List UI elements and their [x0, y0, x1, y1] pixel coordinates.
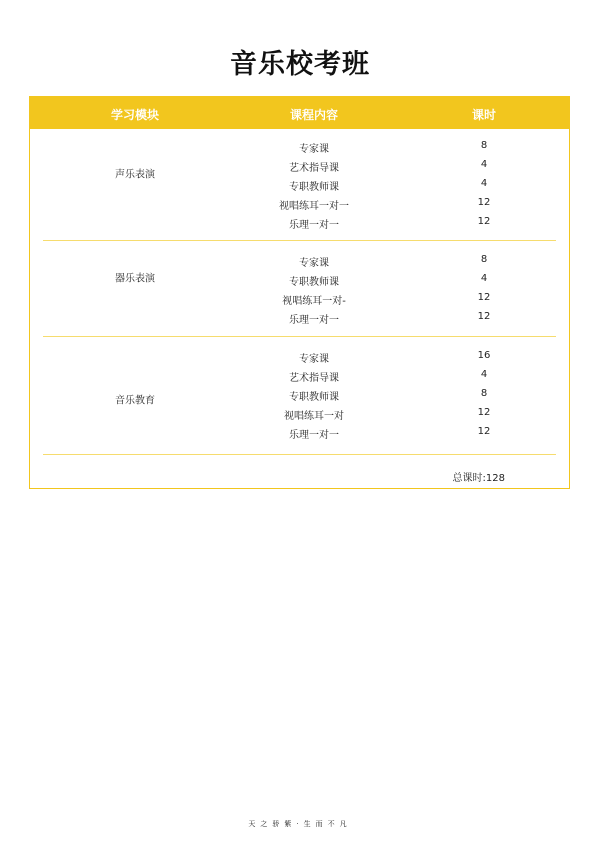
- header-hours: 课时: [471, 108, 497, 122]
- course-hours: 12: [477, 216, 491, 227]
- header-module: 学习模块: [110, 108, 160, 122]
- course-content: 专职教师课: [289, 182, 339, 193]
- course-content: 专家课: [299, 258, 329, 269]
- course-hours: 12: [477, 426, 491, 437]
- course-content: 艺术指导课: [289, 163, 339, 174]
- course-content: 乐理一对一: [289, 430, 339, 441]
- table-row: [30, 213, 569, 232]
- course-table: [29, 96, 570, 489]
- course-content: 艺术指导课: [289, 373, 339, 384]
- table-row: [30, 194, 569, 213]
- course-hours: 12: [477, 311, 491, 322]
- table-header: [30, 97, 569, 129]
- course-hours: 8: [480, 254, 488, 265]
- course-content: 视唱练耳一对一: [279, 201, 349, 212]
- table-row: [30, 385, 569, 404]
- course-content: 乐理一对一: [289, 315, 339, 326]
- course-hours: 8: [480, 140, 488, 151]
- table-group-vocal: [30, 129, 569, 241]
- row-divider: [43, 454, 556, 455]
- table-row: [30, 308, 569, 327]
- footer-slogan: 天之骄紫·生而不凡: [248, 820, 352, 828]
- course-hours: 8: [480, 388, 488, 399]
- table-row: [30, 137, 569, 156]
- table-row: [30, 423, 569, 442]
- table-row: [30, 156, 569, 175]
- course-content: 乐理一对一: [289, 220, 339, 231]
- module-label: 器乐表演: [115, 273, 155, 285]
- course-hours: 4: [480, 178, 488, 189]
- course-content: 专家课: [299, 354, 329, 365]
- course-content: 专职教师课: [289, 392, 339, 403]
- table-row: [30, 347, 569, 366]
- module-label: 音乐教育: [115, 395, 155, 407]
- course-hours: 12: [477, 407, 491, 418]
- table-row: [30, 366, 569, 385]
- module-label: 声乐表演: [115, 169, 155, 181]
- table-row: [30, 251, 569, 270]
- course-hours: 4: [480, 369, 488, 380]
- course-hours: 12: [477, 197, 491, 208]
- course-content: 专职教师课: [289, 277, 339, 288]
- header-content: 课程内容: [289, 108, 339, 122]
- table-group-instrumental: [30, 241, 569, 337]
- table-row: [30, 289, 569, 308]
- course-hours: 4: [480, 273, 488, 284]
- table-row: [30, 175, 569, 194]
- total-hours: 总课时:128: [452, 473, 505, 484]
- course-content: 视唱练耳一对-: [282, 296, 346, 307]
- table-group-education: [30, 337, 569, 455]
- course-hours: 16: [477, 350, 491, 361]
- course-hours: 4: [480, 159, 488, 170]
- course-content: 视唱练耳一对: [284, 411, 344, 422]
- course-hours: 12: [477, 292, 491, 303]
- table-row: [30, 404, 569, 423]
- table-row: [30, 270, 569, 289]
- course-content: 专家课: [299, 144, 329, 155]
- page-title: 音乐校考班: [230, 49, 370, 80]
